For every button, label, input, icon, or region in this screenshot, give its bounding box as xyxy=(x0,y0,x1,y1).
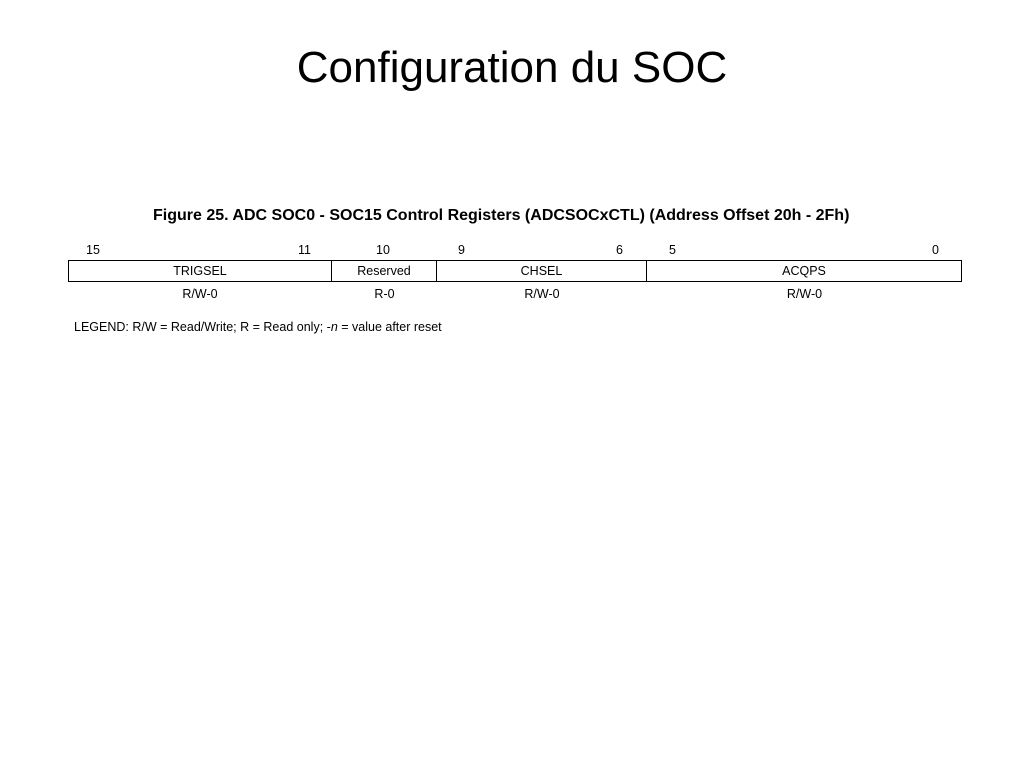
figure-caption: Figure 25. ADC SOC0 - SOC15 Control Registers (ADCSOCxCTL) (Address Offset 20h - 2Fh) xyxy=(153,207,850,224)
bit-number-11: 11 xyxy=(298,243,311,257)
bit-number-15: 15 xyxy=(86,243,100,257)
field-reserved: Reserved xyxy=(332,261,437,282)
register-field-row xyxy=(69,261,962,282)
register-legend xyxy=(74,319,442,335)
field-chsel: CHSEL xyxy=(437,261,647,282)
bit-number-0: 0 xyxy=(932,243,939,257)
bit-number-row xyxy=(68,242,963,258)
legend-prefix: LEGEND: R/W = Read/Write; R = Read only; - xyxy=(74,320,331,334)
access-reserved: R-0 xyxy=(374,287,395,301)
field-trigsel: TRIGSEL xyxy=(69,261,332,282)
bit-number-5: 5 xyxy=(669,243,676,257)
bit-number-10: 10 xyxy=(376,243,390,257)
field-acqps: ACQPS xyxy=(647,261,962,282)
bit-number-6: 6 xyxy=(616,243,623,257)
bit-number-9: 9 xyxy=(458,243,465,257)
slide-title: Configuration du SOC xyxy=(296,43,728,92)
access-acqps: R/W-0 xyxy=(786,287,823,301)
register-field-table xyxy=(68,260,962,282)
access-trigsel: R/W-0 xyxy=(182,287,218,301)
access-chsel: R/W-0 xyxy=(524,287,560,301)
legend-suffix: = value after reset xyxy=(337,320,442,334)
legend-italic: n xyxy=(330,320,338,334)
